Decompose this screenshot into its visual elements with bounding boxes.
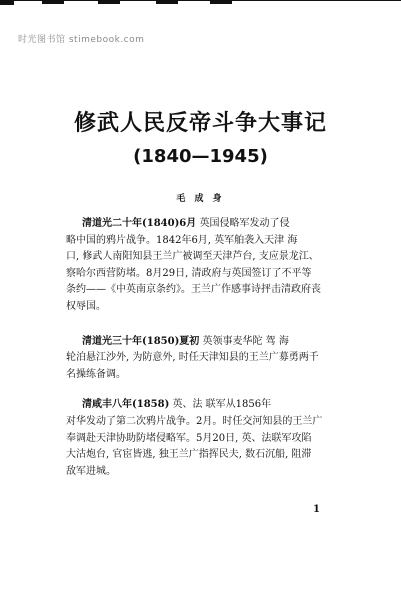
chronicle-entry <box>66 334 362 384</box>
chronicle-entry <box>66 397 362 480</box>
entry-text: 英、法 联军从1856年 <box>169 399 272 411</box>
document-title: 修武人民反帝斗争大事记 <box>73 111 327 136</box>
entry-line: 大沽炮台, 官宦皆逃, 独王兰广指挥民夫, 数石沉船, 阻滞 <box>66 449 312 461</box>
entry-date: 清道光三十年(1850)夏初 <box>82 335 200 347</box>
entry-line: 轮泊悬江沙外, 为防意外, 时任天津知县的王兰广募勇两千 <box>66 352 319 364</box>
entry-line: 条约——《中英南京条约》。王兰广作感事诗抨击清政府丧 <box>66 284 321 296</box>
page-number: 1 <box>313 504 320 515</box>
chronicle-entry <box>66 216 362 316</box>
document-year-range: (1840—1945) <box>133 146 268 167</box>
entry-date: 清道光二十年(1840)6月 <box>82 218 197 229</box>
entry-line: 察哈尔西营防堵。8月29日, 清政府与英国签订了不平等 <box>66 267 312 279</box>
entry-date: 清咸丰八年(1858) <box>82 399 170 411</box>
entry-first-line <box>66 216 362 233</box>
entry-line: 权辱国。 <box>66 300 106 312</box>
entry-line: 奉调赴天津协助防堵侵略军。5月20日, 英、法联军攻陷 <box>66 432 312 444</box>
watermark: 时光图书馆 stimebook.com <box>18 35 145 45</box>
entry-line: 口, 修武人南阳知县王兰广被调至天津芦台, 支应景龙江、 <box>66 251 319 263</box>
entry-line: 名操练备调。 <box>66 368 126 380</box>
entry-line: 略中国的鸦片战争。1842年6月, 英军舶袭入天津 海 <box>66 234 298 246</box>
entry-text: 英国侵略军发动了侵 <box>196 218 290 229</box>
entry-text: 英领事麦华陀 驾 海 <box>199 335 289 347</box>
entry-first-line <box>66 397 362 414</box>
entry-line: 敌军进城。 <box>66 465 116 477</box>
author-name: 毛 成 身 <box>176 194 225 204</box>
entry-line: 对华发动了第二次鸦片战争。2月。时任交河知县的王兰广 <box>66 415 323 427</box>
entry-first-line <box>66 334 362 351</box>
top-edge-marks <box>0 0 401 8</box>
chronicle-entries <box>66 216 362 498</box>
